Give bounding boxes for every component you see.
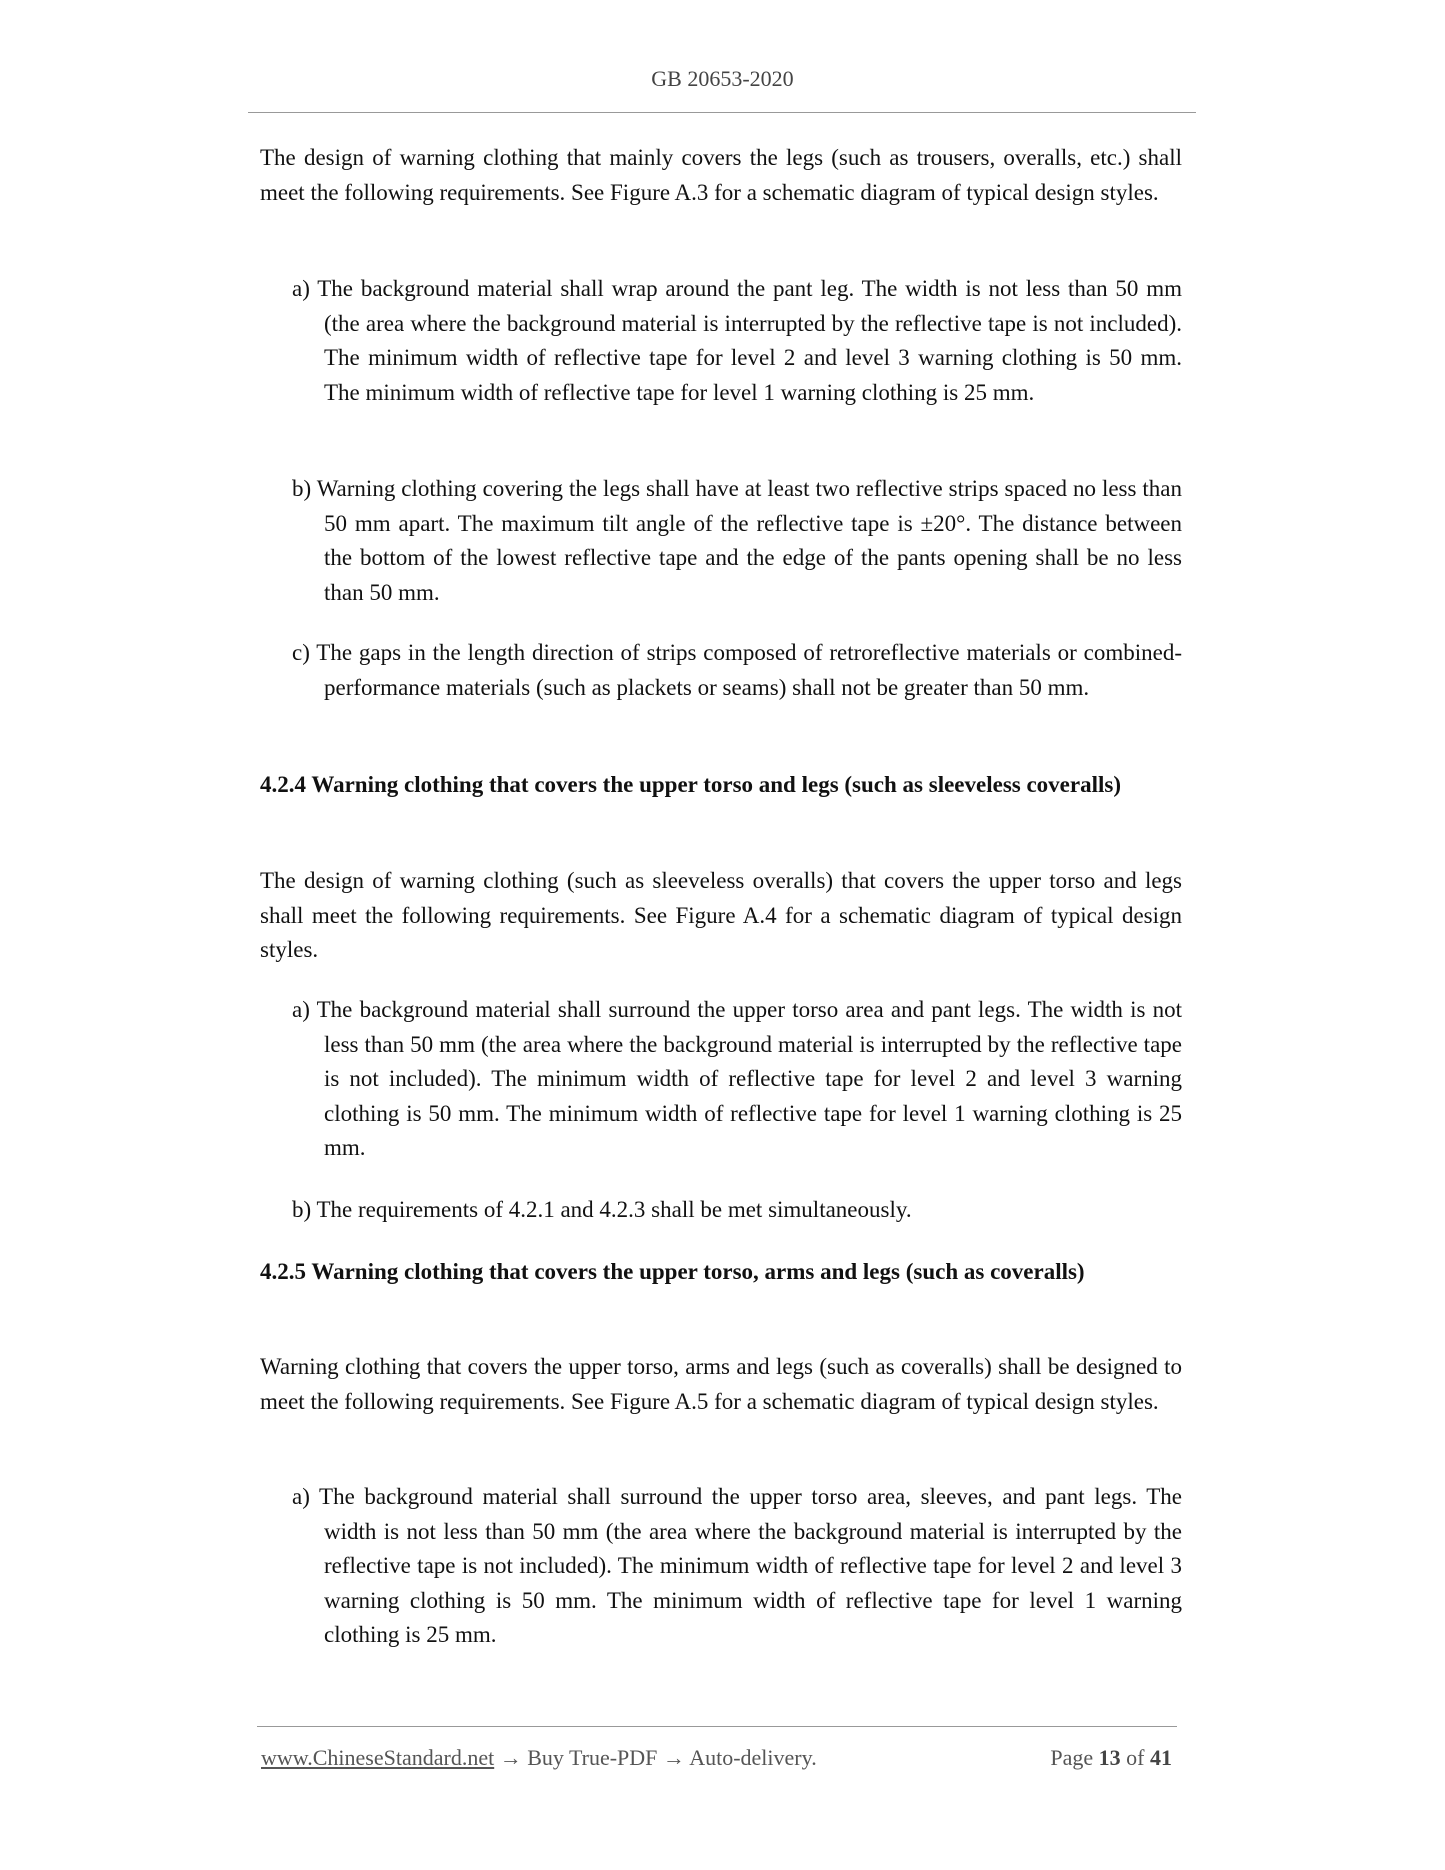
list-item: a) The background material shall surround the upper torso area and pant legs. The width is not less than 50 mm (the area where the background material is interrupted by the reflective tape is not included). The minimum width of reflective tape for level 2 and level 3 warning clothing is 50 mm. The minimum width of reflective tape for level 1 warning clothing is 25 mm. xyxy=(292,997,1182,1161)
footer-divider xyxy=(257,1726,1177,1727)
current-page: 13 xyxy=(1098,1745,1121,1770)
total-pages: 41 xyxy=(1150,1745,1172,1770)
list-item: b) Warning clothing covering the legs shall have at least two reflective strips spaced no less than 50 mm apart. The maximum tilt angle of the reflective tape is ±20°. The distance between the bottom of the lowest reflective tape and the edge of the pants opening shall be no less than 50 mm. xyxy=(292,476,1182,605)
footer-promo xyxy=(261,1745,817,1771)
buy-pdf-text: Buy True-PDF xyxy=(527,1745,658,1770)
of-label: of xyxy=(1126,1745,1145,1770)
page-label: Page xyxy=(1050,1745,1094,1770)
document-id-header: GB 20653-2020 xyxy=(651,66,794,91)
arrow-right-icon: → xyxy=(499,1745,522,1770)
list-item: a) The background material shall surround the upper torso area, sleeves, and pant legs. The width is not less than 50 mm (the area where the background material is interrupted by the reflective tape is not included). The minimum width of reflective tape for level 2 and level 3 warning clothing is 50 mm. The minimum width of reflective tape for level 1 warning clothing is 25 mm. xyxy=(292,1484,1182,1648)
arrow-right-icon: → xyxy=(662,1745,685,1770)
paragraph-legs-intro: The design of warning clothing that mainly covers the legs (such as trousers, overalls, etc.) shall meet the following requirements. See Figure A.3 for a schematic diagram of typical design styles. xyxy=(260,145,1182,205)
list-item: a) The background material shall wrap around the pant leg. The width is not less than 50 mm (the area where the background material is interrupted by the reflective tape is not included). The minimum width of reflective tape for level 2 and level 3 warning clothing is 50 mm. The minimum width of reflective tape for level 1 warning clothing is 25 mm. xyxy=(292,276,1182,405)
paragraph-torso-legs-intro: The design of warning clothing (such as sleeveless overalls) that covers the upper torso and legs shall meet the following requirements. See Figure A.4 for a schematic diagram of typical design styles. xyxy=(260,868,1182,963)
list-item: c) The gaps in the length direction of strips composed of retroreflective materials or combined-performance materials (such as plackets or seams) shall not be greater than 50 mm. xyxy=(292,640,1182,700)
auto-delivery-text: Auto-delivery. xyxy=(689,1745,817,1770)
section-heading-4-2-4: 4.2.4 Warning clothing that covers the upper torso and legs (such as sleeveless coveralls) xyxy=(260,772,1121,797)
paragraph-coveralls-intro: Warning clothing that covers the upper torso, arms and legs (such as coveralls) shall be designed to meet the following requirements. See Figure A.5 for a schematic diagram of typical design styles. xyxy=(260,1354,1182,1414)
header-divider xyxy=(248,112,1196,113)
section-heading-4-2-5: 4.2.5 Warning clothing that covers the upper torso, arms and legs (such as coveralls) xyxy=(260,1259,1085,1284)
website-link[interactable]: www.ChineseStandard.net xyxy=(261,1745,495,1770)
page-number xyxy=(1050,1745,1172,1771)
list-item: b) The requirements of 4.2.1 and 4.2.3 shall be met simultaneously. xyxy=(292,1197,912,1222)
